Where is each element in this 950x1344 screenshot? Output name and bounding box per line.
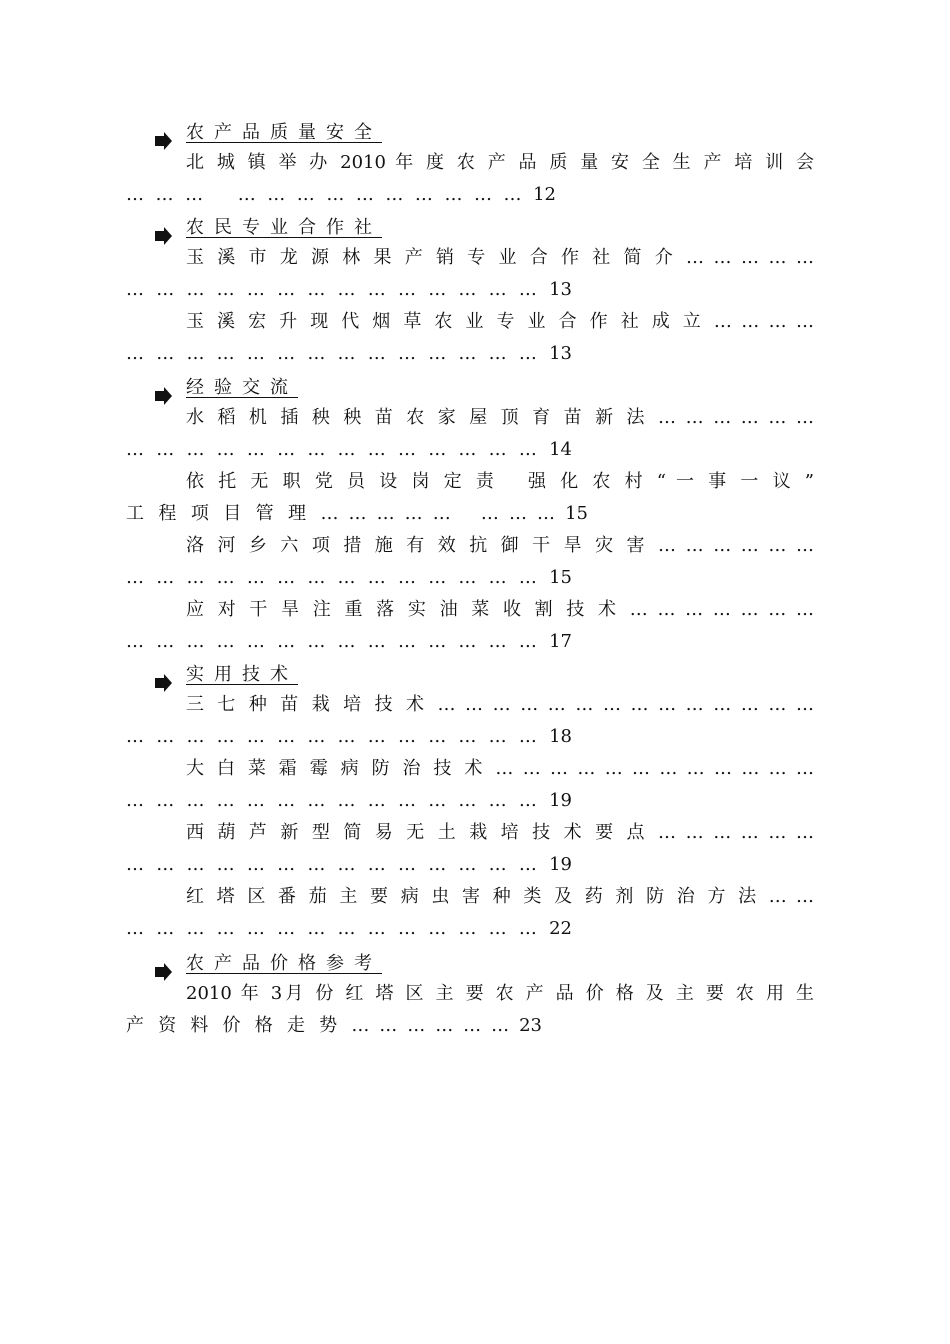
toc-entry-title[interactable]: 水 稻 机 插 秧 秧 苗 农 家 屋 顶 育 苗 新 法 … … … … … … <box>186 407 814 428</box>
toc-entry-title[interactable]: 三 七 种 苗 栽 培 技 术 … … … … … … … … … … … … … … <box>186 694 814 715</box>
toc-entry-title[interactable]: 依 托 无 职 党 员 设 岗 定 责 强 化 农 村 “ 一 事 一 议 ” <box>186 471 814 492</box>
toc-entry-title[interactable]: 红 塔 区 番 茄 主 要 病 虫 害 种 类 及 药 剂 防 治 方 法 … … <box>186 886 814 907</box>
toc-entry-title[interactable]: 玉 溪 市 龙 源 林 果 产 销 专 业 合 作 社 简 介 … … … … … <box>186 247 814 268</box>
toc-entry-page[interactable]: … … … … … … … … … … … … … … 19 <box>126 790 572 811</box>
toc-entry-title[interactable]: 应 对 干 旱 注 重 落 实 油 菜 收 割 技 术 … … … … … … … <box>186 599 814 620</box>
section-title: 农产品质量安全 <box>186 122 382 143</box>
toc-entry-page[interactable]: … … … … … … … … … … … … … 12 <box>126 184 556 205</box>
section-title: 实用技术 <box>186 664 298 685</box>
section-arrow-icon <box>152 130 174 152</box>
toc-entry-page[interactable]: … … … … … … … … … … … … … … 13 <box>126 279 572 300</box>
toc-entry-title[interactable]: 西 葫 芦 新 型 简 易 无 土 栽 培 技 术 要 点 … … … … … … <box>186 822 814 843</box>
toc-entry-page[interactable]: 产 资 料 价 格 走 势 … … … … … … 23 <box>126 1015 542 1036</box>
section-arrow-icon <box>152 385 174 407</box>
section-arrow-icon <box>152 672 174 694</box>
toc-entry-page[interactable]: … … … … … … … … … … … … … … 15 <box>126 567 572 588</box>
section-title: 经验交流 <box>186 377 298 398</box>
toc-entry-page[interactable]: 工 程 项 目 管 理 … … … … … … … … 15 <box>126 503 588 524</box>
toc-entry-page[interactable]: … … … … … … … … … … … … … … 13 <box>126 343 572 364</box>
toc-entry-title[interactable]: 玉 溪 宏 升 现 代 烟 草 农 业 专 业 合 作 社 成 立 … … … … <box>186 311 814 332</box>
section-title: 农民专业合作社 <box>186 217 382 238</box>
section-title: 农产品价格参考 <box>186 953 382 974</box>
toc-entry-title[interactable]: 2010 年 3月 份 红 塔 区 主 要 农 产 品 价 格 及 主 要 农 用 生 <box>186 983 814 1004</box>
toc-entry-page[interactable]: … … … … … … … … … … … … … … 22 <box>126 918 572 939</box>
toc-entry-page[interactable]: … … … … … … … … … … … … … … 14 <box>126 439 572 460</box>
toc-entry-title[interactable]: 北 城 镇 举 办 2010 年 度 农 产 品 质 量 安 全 生 产 培 训 会 <box>186 152 814 173</box>
toc-entry-title[interactable]: 洛 河 乡 六 项 措 施 有 效 抗 御 干 旱 灾 害 … … … … … … <box>186 535 814 556</box>
section-arrow-icon <box>152 961 174 983</box>
toc-entry-title[interactable]: 大 白 菜 霜 霉 病 防 治 技 术 … … … … … … … … … … … … <box>186 758 814 779</box>
toc-entry-page[interactable]: … … … … … … … … … … … … … … 19 <box>126 854 572 875</box>
toc-entry-page[interactable]: … … … … … … … … … … … … … … 18 <box>126 726 572 747</box>
section-arrow-icon <box>152 225 174 247</box>
toc-entry-page[interactable]: … … … … … … … … … … … … … … 17 <box>126 631 572 652</box>
